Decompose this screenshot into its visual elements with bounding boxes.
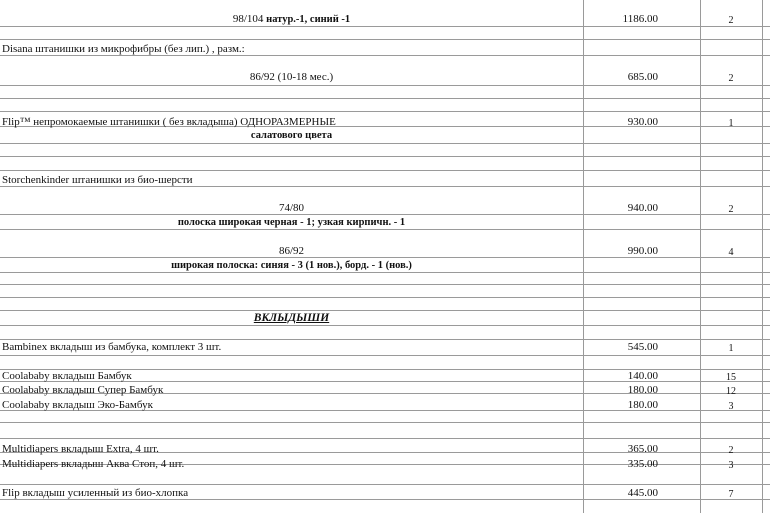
qty-cell: 2 <box>728 445 734 456</box>
row-line <box>0 273 770 285</box>
size-cell: 86/92 (10-18 мес.) <box>249 71 334 83</box>
qty-cell: 3 <box>728 401 734 412</box>
row-line <box>0 144 770 157</box>
price-cell: 545.00 <box>627 341 658 353</box>
qty-cell: 1 <box>728 118 734 129</box>
row-line <box>0 356 770 370</box>
price-cell: 335.00 <box>627 458 658 470</box>
row-line <box>0 99 770 112</box>
qty-cell: 1 <box>728 343 734 354</box>
product-name: Coolababy вкладыш Супер Бамбук <box>2 384 164 396</box>
size-cell: 86/92 <box>278 245 305 257</box>
qty-cell: 2 <box>728 15 734 26</box>
price-cell: 930.00 <box>627 116 658 128</box>
price-cell: 990.00 <box>627 245 658 257</box>
product-name: Multidiapers вкладыш Extra, 4 шт. <box>2 443 159 455</box>
row-line <box>0 298 770 311</box>
row-line <box>0 326 770 340</box>
price-cell: 140.00 <box>627 370 658 382</box>
product-name: Flip вкладыш усиленный из био-хлопка <box>2 487 189 499</box>
row-line <box>0 86 770 99</box>
price-cell: 940.00 <box>627 202 658 214</box>
product-name: Coolababy вкладыш Эко-Бамбук <box>2 399 153 411</box>
product-name: Multidiapers вкладыш Аква Стоп, 4 шт. <box>2 458 185 470</box>
color-note: салатового цвета <box>250 130 333 141</box>
row-line <box>0 27 770 40</box>
row-line <box>0 157 770 171</box>
size-text: 98/104 <box>232 13 267 25</box>
product-name: Coolababy вкладыш Бамбук <box>2 370 132 382</box>
color-breakdown: натур.-1, синий -1 <box>266 14 351 25</box>
product-name: Disana штанишки из микрофибры (без лип.) , разм.: <box>2 43 245 55</box>
product-name: Bambinex вкладыш из бамбука, комплект 3 шт. <box>2 341 222 353</box>
qty-cell: 12 <box>726 386 736 397</box>
price-cell: 445.00 <box>627 487 658 499</box>
price-cell: 365.00 <box>627 443 658 455</box>
section-heading: ВКЛЫДЫШИ <box>253 312 330 324</box>
product-name: Flip™ непромокаемые штанишки ( без вкладыша) ОДНОРАЗМЕРНЫЕ <box>2 116 336 128</box>
color-note: полоска широкая черная - 1; узкая кирпичн. - 1 <box>177 217 406 228</box>
price-cell: 685.00 <box>627 71 658 83</box>
size-cell <box>0 13 583 26</box>
qty-cell: 2 <box>728 204 734 215</box>
row-line <box>0 411 770 423</box>
price-cell: 180.00 <box>627 399 658 411</box>
column-divider <box>762 0 763 513</box>
price-cell: 1186.00 <box>622 13 658 25</box>
product-name: Storchenkinder штанишки из био-шерсти <box>2 174 193 186</box>
color-note: широкая полоска: синяя - 3 (1 нов.), борд. - 1 (нов.) <box>171 260 412 271</box>
qty-cell: 3 <box>728 460 734 471</box>
row-line <box>0 285 770 298</box>
qty-cell: 15 <box>726 372 736 383</box>
qty-cell: 7 <box>728 489 734 500</box>
qty-cell: 2 <box>728 73 734 84</box>
price-cell: 180.00 <box>627 384 658 396</box>
size-cell: 74/80 <box>278 202 305 214</box>
qty-cell: 4 <box>728 247 734 258</box>
row-line <box>0 423 770 439</box>
